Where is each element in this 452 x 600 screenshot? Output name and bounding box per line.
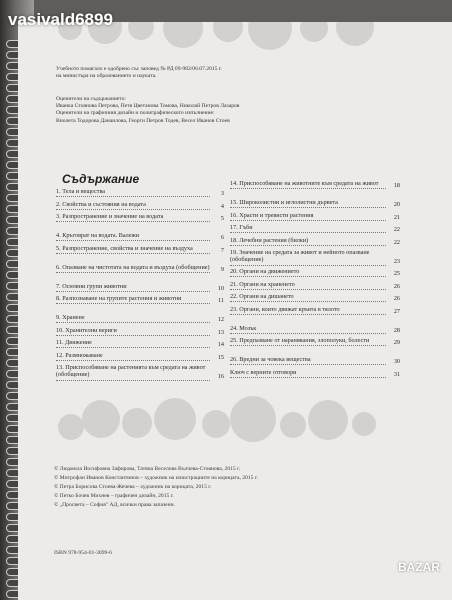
toc-entry-page: 6 [220,234,224,241]
toc-entry-page: 7 [220,246,224,254]
toc-entry-page: 14 [217,341,224,348]
toc-entry-label: 10. Хранителни вериги [56,327,210,336]
toc-entry [230,237,400,246]
book-page [18,22,452,600]
toc-entry-label: 18. Лечебни растения (билки) [230,237,386,246]
toc-entry [230,369,400,378]
toc-entry [56,352,224,361]
copyright-line: © Петко Бочев Михнев – графичен дизайн, 2015 г. [54,493,174,499]
approval-note [56,66,222,80]
copyright-line: © Людмила Иосифовна Зафирова, Татяна Веселова Вълчева-Стоянова, 2015 г. [54,466,241,472]
toc-entry-label: 2. Свойства и състояния на водата [56,201,210,210]
toc-entry-page: 3 [220,190,224,197]
toc-entry-page: 22 [393,226,400,233]
toc-entry-page: 18 [393,182,400,189]
toc-entry-label: 7. Основни групи животни [56,283,210,292]
toc-entry-page: 29 [393,339,400,346]
toc-entry-page: 23 [393,258,400,266]
reviewers-line-1: Оценители на съдържанието: [56,96,126,102]
reviewers-line-3: Оценители на графичния дизайн и полиграфическото изпълнение: [56,110,215,117]
toc-entry-page: 12 [217,316,224,323]
toc-entry [56,264,224,273]
toc-entry [230,306,400,315]
toc-entry [230,337,400,346]
watermark-text: vasivald6899 [8,10,113,29]
toc-entry-page: 20 [393,201,400,208]
toc-entry-page: 25 [393,270,400,277]
toc-entry [56,339,224,348]
toc-entry-label: 4. Кръговрат на водата. Валежи [56,232,210,241]
toc-entry [230,356,400,365]
toc-entry [230,268,400,277]
toc-entry [56,188,224,197]
toc-entry [56,201,224,210]
toc-entry [56,314,224,323]
approval-line-2: на министъра на образованието и науката. [56,73,157,80]
toc-entry-label: 26. Вредни за човека вещества [230,356,386,365]
copyright-line: © Петра Борисова Стоева-Жечева – художник на корицата, 2015 г. [54,484,212,490]
toc-entry-label: 6. Опазване на чистотата на водата и въздуха (обобщение) [56,264,210,273]
toc-entry-label: 3. Разпространение и значение на водата [56,213,210,222]
toc-entry-page: 27 [393,307,400,315]
toc-entry-page: 21 [393,213,400,221]
toc-entry-page: 15 [217,353,224,361]
toc-entry-page: 28 [393,326,400,334]
toc-entry-label: 1. Тела и вещества [56,188,210,197]
toc-entry [230,249,400,266]
toc-entry [56,364,224,381]
toc-entry-label: 12. Размножаване [56,352,210,361]
toc-entry [230,199,400,208]
toc-entry [56,232,224,241]
toc-entry-label: 23. Органи, които движат кръвта в тялото [230,306,386,315]
toc-entry-page: 10 [217,284,224,292]
approval-line-1: Учебното помагало е одобрено със заповед № РД 09-982/06.07.2015 г. [56,66,222,72]
toc-entry-label: 22. Органи на дишането [230,293,386,302]
reviewers-line-4: Виолета Тодорова Данаилова, Георги Петров Тодев, Весел Иванов Стоев [56,117,230,124]
toc-title: Съдържание [62,172,140,186]
toc-entry-label: 5. Разпространение, свойства и значение на въздуха [56,245,210,254]
toc-entry-page: 26 [393,295,400,302]
toc-entry-label: 16. Храсти и тревисти растения [230,212,386,221]
decorative-bubbles-bottom [18,398,452,448]
toc-entry [56,245,224,254]
toc-entry-label: 15. Широколистни и иглолистни дървета [230,199,386,208]
reviewers-line-2: Иванка Стоянова Петрова, Петя Цветанова Томова, Николай Петров Лазаров [56,103,240,110]
toc-entry-label: 19. Значение на средата за живот и нейното опазване (обобщение) [230,249,386,266]
copyright-line: © Митрофан Иванов Константинов – художник на илюстрациите на корицата, 2015 г. [54,475,258,481]
toc-entry-label: 11. Движение [56,339,210,348]
toc-entry [56,283,224,292]
toc-entry-page: 26 [393,282,400,290]
toc-entry-label: 17. Гъби [230,224,386,233]
toc-entry-label: 14. Приспособяване на животните към средата на живот [230,180,386,189]
toc-entry-page: 9 [220,265,224,273]
toc-entry-page: 4 [220,202,224,210]
copyright-line: © „Просвета – София" АД, всички права запазени. [54,502,176,508]
toc-entry-label: 9. Хранене [56,314,210,323]
toc-entry-page: 30 [393,358,400,365]
toc-entry [56,213,224,222]
toc-entry-label: 24. Мозък [230,325,386,334]
toc-entry-page: 16 [217,373,224,381]
toc-entry [230,212,400,221]
toc-entry-page: 22 [393,238,400,246]
toc-entry-label: 25. Предпазване от наранявания, злополуки, болести [230,337,386,346]
toc-entry [230,281,400,290]
toc-entry [56,327,224,336]
toc-entry-label: Ключ с верните отговори [230,369,386,378]
toc-entry-label: 8. Разпознаване на групите растения и животни [56,295,210,304]
toc-entry [230,293,400,302]
toc-entry-page: 13 [217,328,224,336]
bazar-badge: BAZAR [398,560,440,574]
toc-entry [230,224,400,233]
toc-entry-label: 20. Органи на движението [230,268,386,277]
toc-entry [56,295,224,304]
toc-entry-page: 5 [220,215,224,222]
toc-entry-label: 21. Органи на храненето [230,281,386,290]
toc-entry [230,180,400,189]
toc-entry-page: 11 [218,297,224,304]
toc-entry [230,325,400,334]
toc-entry-page: 31 [393,370,400,378]
toc-entry-label: 13. Приспособяване на растенията към средата на живот (обобщение) [56,364,210,381]
reviewers-note [56,96,239,125]
isbn: ISBN 978-954-01-3099-6 [54,550,112,556]
